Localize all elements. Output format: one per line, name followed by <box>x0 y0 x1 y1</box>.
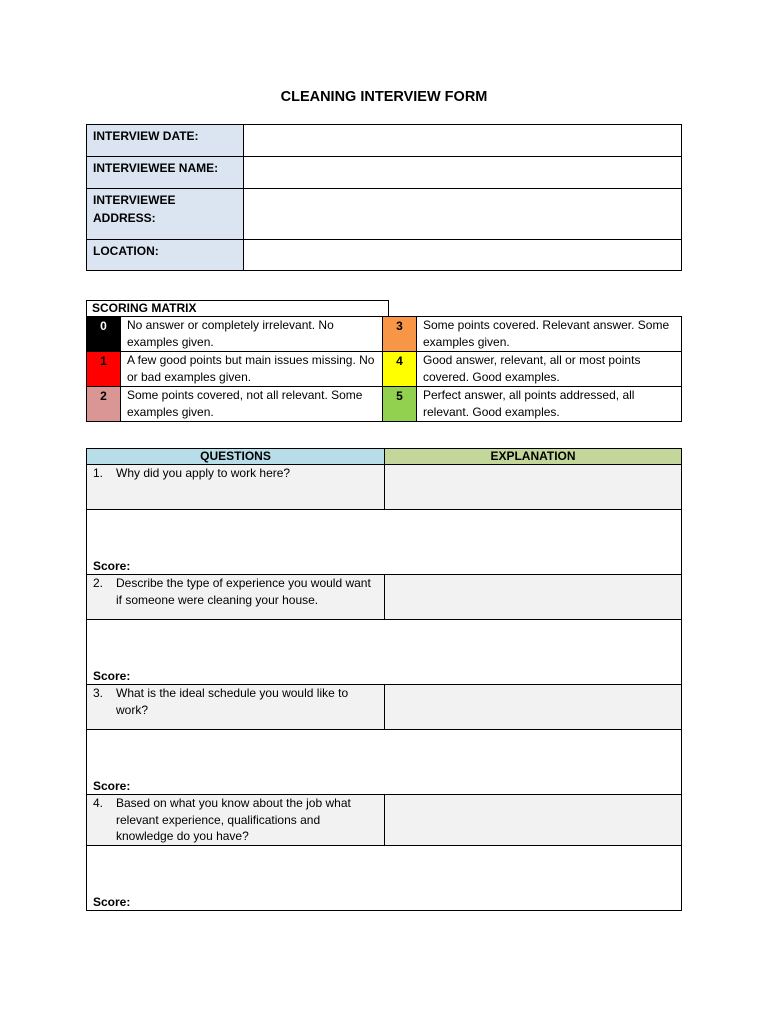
info-row-date <box>87 125 682 157</box>
question-number: 1. <box>93 466 104 480</box>
question-number: 2. <box>93 576 104 590</box>
questions-header-row <box>87 449 682 465</box>
interviewee-address-field[interactable] <box>244 189 682 240</box>
info-label-address: INTERVIEWEE ADDRESS: <box>87 189 244 240</box>
scoring-matrix-title: SCORING MATRIX <box>86 300 389 317</box>
question-number: 4. <box>93 796 104 810</box>
score-desc-1: A few good points but main issues missing. No or bad examples given. <box>121 352 383 387</box>
explanation-cell-1[interactable] <box>385 465 682 510</box>
explanation-header: EXPLANATION <box>385 449 682 465</box>
answer-row <box>87 620 682 685</box>
scoring-matrix-table <box>86 316 682 422</box>
info-row-name <box>87 157 682 189</box>
score-label: Score: <box>93 559 131 573</box>
score-swatch-0: 0 <box>87 317 121 352</box>
answer-row <box>87 730 682 795</box>
answer-area-2[interactable] <box>87 620 682 685</box>
score-desc-3: Some points covered. Relevant answer. Some examples given. <box>417 317 682 352</box>
info-label-date: INTERVIEW DATE: <box>87 125 244 157</box>
score-desc-4: Good answer, relevant, all or most points covered. Good examples. <box>417 352 682 387</box>
score-desc-0: No answer or completely irrelevant. No examples given. <box>121 317 383 352</box>
explanation-cell-3[interactable] <box>385 685 682 730</box>
explanation-cell-2[interactable] <box>385 575 682 620</box>
score-swatch-3: 3 <box>383 317 417 352</box>
question-row <box>87 575 682 620</box>
answer-row <box>87 510 682 575</box>
matrix-row <box>87 317 682 352</box>
score-label: Score: <box>93 894 131 909</box>
score-swatch-1: 1 <box>87 352 121 387</box>
score-desc-2: Some points covered, not all relevant. Some examples given. <box>121 387 383 422</box>
explanation-cell-4[interactable] <box>385 795 682 846</box>
question-text: What is the ideal schedule you would like to work? <box>116 686 349 717</box>
form-title: CLEANING INTERVIEW FORM <box>280 89 488 105</box>
score-swatch-2: 2 <box>87 387 121 422</box>
matrix-row <box>87 387 682 422</box>
interviewee-name-field[interactable] <box>244 157 682 189</box>
answer-area-4[interactable] <box>87 845 682 910</box>
question-row <box>87 465 682 510</box>
question-text: Describe the type of experience you would want if someone were cleaning your house. <box>116 576 371 607</box>
score-swatch-4: 4 <box>383 352 417 387</box>
question-text: Based on what you know about the job what relevant experience, qualifications and knowledge do you have? <box>116 796 351 843</box>
question-text: Why did you apply to work here? <box>116 466 291 480</box>
question-row <box>87 685 682 730</box>
score-swatch-5: 5 <box>383 387 417 422</box>
score-desc-5: Perfect answer, all points addressed, all relevant. Good examples. <box>417 387 682 422</box>
answer-area-1[interactable] <box>87 510 682 575</box>
answer-area-3[interactable] <box>87 730 682 795</box>
question-cell-3 <box>87 685 385 730</box>
interview-date-field[interactable] <box>244 125 682 157</box>
info-row-address <box>87 189 682 240</box>
info-label-location: LOCATION: <box>87 240 244 271</box>
questions-header: QUESTIONS <box>87 449 385 465</box>
location-field[interactable] <box>244 240 682 271</box>
info-label-name: INTERVIEWEE NAME: <box>87 157 244 189</box>
info-row-location <box>87 240 682 271</box>
question-row <box>87 795 682 846</box>
score-label: Score: <box>93 779 131 793</box>
answer-row <box>87 845 682 910</box>
question-number: 3. <box>93 686 104 700</box>
score-label: Score: <box>93 669 131 683</box>
matrix-row <box>87 352 682 387</box>
questions-table <box>86 448 682 911</box>
question-cell-4 <box>87 795 385 846</box>
question-cell-2 <box>87 575 385 620</box>
question-cell-1 <box>87 465 385 510</box>
interview-info-table <box>86 124 682 271</box>
